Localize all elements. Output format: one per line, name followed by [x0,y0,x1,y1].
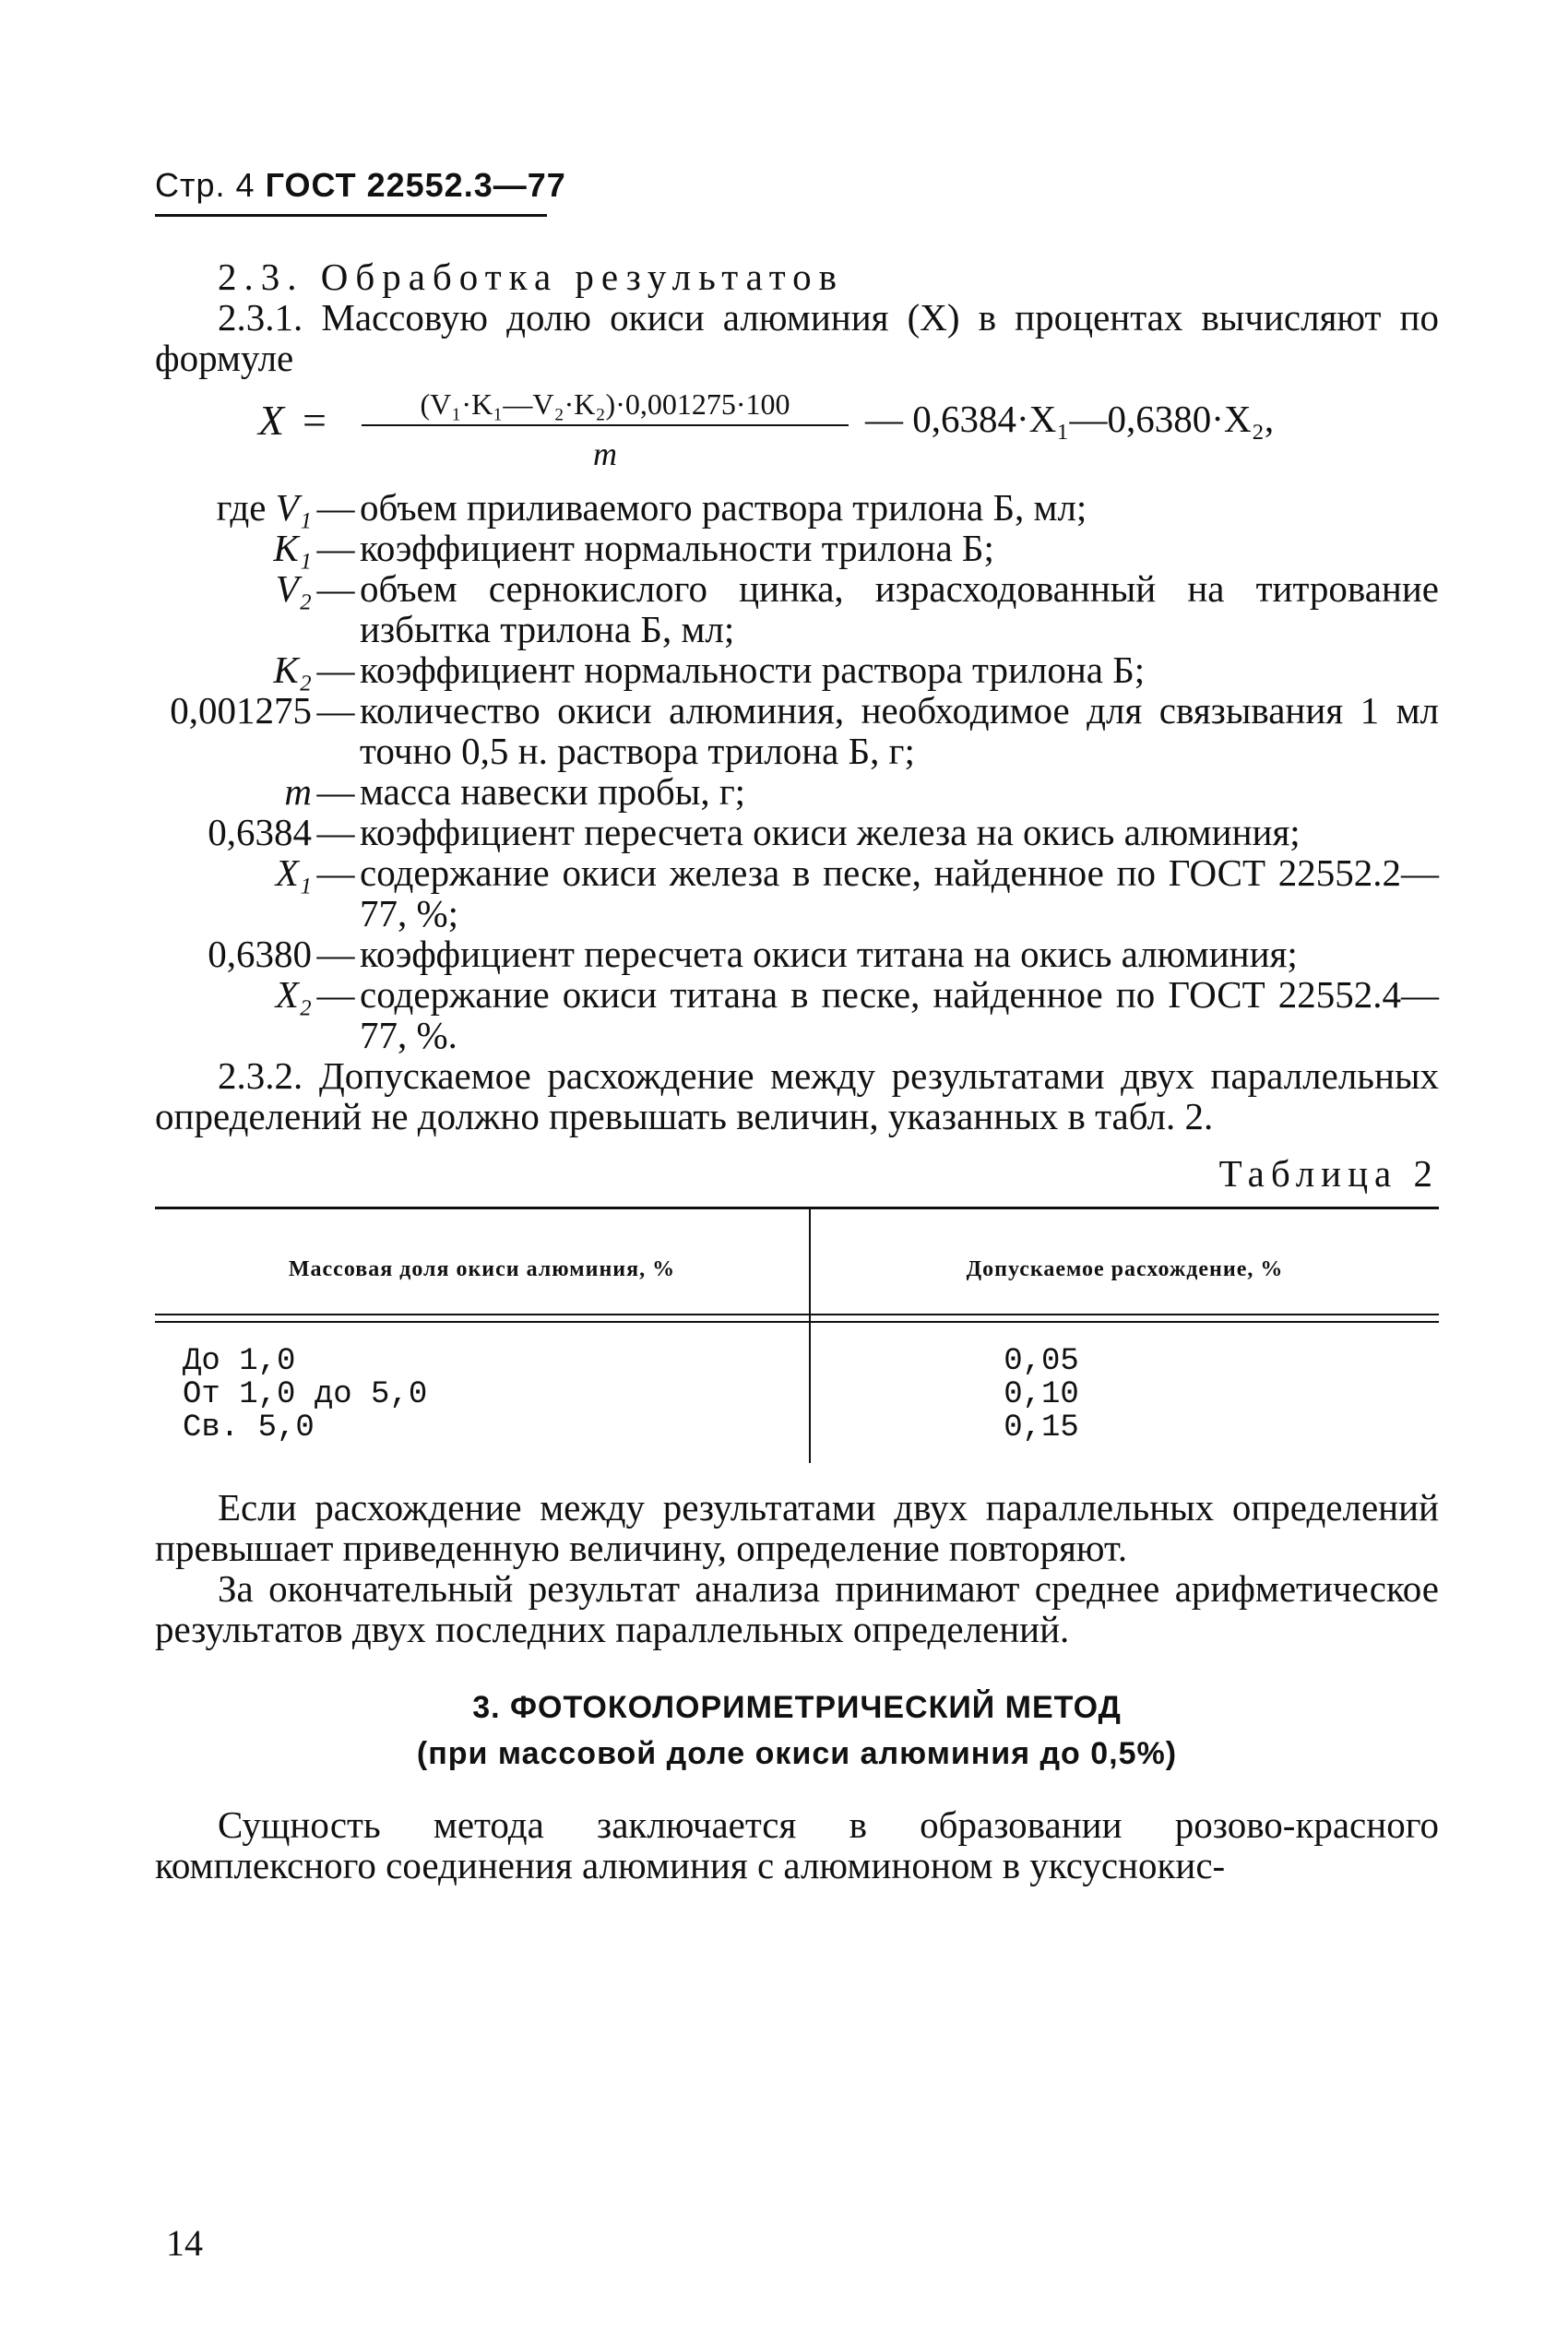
fraction-bar [362,424,849,426]
definition-text: содержание окиси железа в песке, найденное по ГОСТ 22552.2—77, %; [360,851,1439,934]
definition-text: объем сернокислого цинка, израсходованный на титрование избытка трилона Б, мл; [360,567,1439,650]
em-dash: — [316,973,355,1016]
table-cell: Св. 5,0 [183,1410,315,1446]
definition-symbol: 0,6380 [208,933,312,975]
em-dash: — [316,486,355,529]
table-top-rule [155,1207,1439,1209]
formula-equals: = [303,397,327,444]
section-3-heading [155,1684,1439,1777]
definition-symbol: 0,001275 [170,689,312,732]
definition-item [155,528,1439,568]
section-3-subtitle: (при массовой доле окиси алюминия до 0,5%) [416,1736,1178,1771]
symbol-text: V₁ [275,486,312,529]
definition-item [155,771,1439,812]
formula [155,384,1439,483]
running-header [155,166,566,205]
table-cell: 0,05 [1004,1344,1079,1379]
definition-symbol: 0,6384 [208,811,312,853]
definition-text: содержание окиси титана в песке, найденное по ГОСТ 22552.4—77, %. [360,973,1439,1056]
definition-text: коэффициент пересчета окиси железа на окись алюминия; [360,811,1301,853]
formula-lhs: X [258,397,285,444]
definition-text: количество окиси алюминия, необходимое для связывания 1 мл точно 0,5 н. раствора трилона Б, г; [360,689,1439,772]
table-cell: От 1,0 до 5,0 [183,1377,428,1412]
definition-item [155,690,1439,771]
table-caption: Таблица 2 [1218,1152,1439,1195]
section-3-title: 3. ФОТОКОЛОРИМЕТРИЧЕСКИЙ МЕТОД [472,1690,1122,1725]
paragraph-2-3-2: 2.3.2. Допускаемое расхождение между результатами двух параллельных определений не должно превышать величин, указанных в табл. 2. [155,1054,1439,1137]
table-column-values [811,1345,1272,1445]
table-2 [155,1207,1439,1483]
formula-denominator: m [593,435,617,472]
paragraph-section-3: Сущность метода заключается в образовании розово-красного комплексного соединения алюминия с алюминоном в уксуснокис- [155,1803,1439,1886]
page-number: 14 [166,2222,203,2264]
paragraph-2-3-1: 2.3.1. Массовую долю окиси алюминия (X) в процентах вычисляют по формуле [155,296,1439,379]
table-cell: До 1,0 [183,1344,296,1379]
em-dash: — [316,811,355,853]
definition-item [155,568,1439,649]
definition-symbol [155,487,312,528]
em-dash: — [316,851,355,894]
formula-numerator: (V₁·K₁—V₂·K₂)·0,001275·100 [420,387,790,421]
paragraph-repeat: Если расхождение между результатами двух параллельных определений превышает приведенную величину, определение повторяют. [155,1486,1439,1569]
em-dash: — [316,567,355,610]
table-header-rule [155,1314,1439,1315]
em-dash: — [316,933,355,975]
definition-item [155,649,1439,690]
paragraph-final-result: За окончательный результат анализа принимают среднее арифметическое результатов двух последних параллельных определений. [155,1567,1439,1650]
definition-item [155,487,1439,528]
em-dash: — [316,527,355,569]
table-cell: 0,15 [1004,1410,1079,1446]
em-dash: — [316,648,355,691]
definition-symbol: m [284,770,312,813]
definition-text: масса навески пробы, г; [360,770,746,813]
formula-rest: — 0,6384·X₁—0,6380·X₂, [865,398,1275,440]
definition-symbol: X₁ [275,851,312,894]
definition-prefix: где [216,486,267,529]
definition-symbol: K₂ [273,648,312,691]
section-2-3-title: 2.3. Обработка результатов [218,256,845,298]
definition-item [155,852,1439,934]
table-column-ranges [183,1345,427,1445]
definition-symbol: V₂ [275,567,312,610]
definition-symbol: K₁ [273,527,312,569]
definitions-list [155,487,1439,1055]
definition-item [155,812,1439,852]
table-cell: 0,10 [1004,1377,1079,1412]
definition-text: коэффициент нормальности раствора трилона Б; [360,648,1146,691]
definition-text: коэффициент нормальности трилона Б; [360,527,994,569]
em-dash: — [316,770,355,813]
definition-symbol: X₂ [275,973,312,1016]
definition-item [155,934,1439,974]
definition-text: коэффициент пересчета окиси титана на окись алюминия; [360,933,1298,975]
definition-item [155,974,1439,1055]
table-header-tolerance: Допускаемое расхождение, % [966,1257,1284,1281]
page-label: Стр. 4 [155,166,255,204]
definition-text: объем приливаемого раствора трилона Б, мл; [360,486,1087,529]
em-dash: — [316,689,355,732]
standard-number: ГОСТ 22552.3—77 [265,166,566,204]
table-header-mass-fraction: Массовая доля окиси алюминия, % [288,1257,676,1281]
document-body [155,256,1439,1886]
header-rule [155,214,547,217]
table-header-rule-double [155,1321,1439,1323]
